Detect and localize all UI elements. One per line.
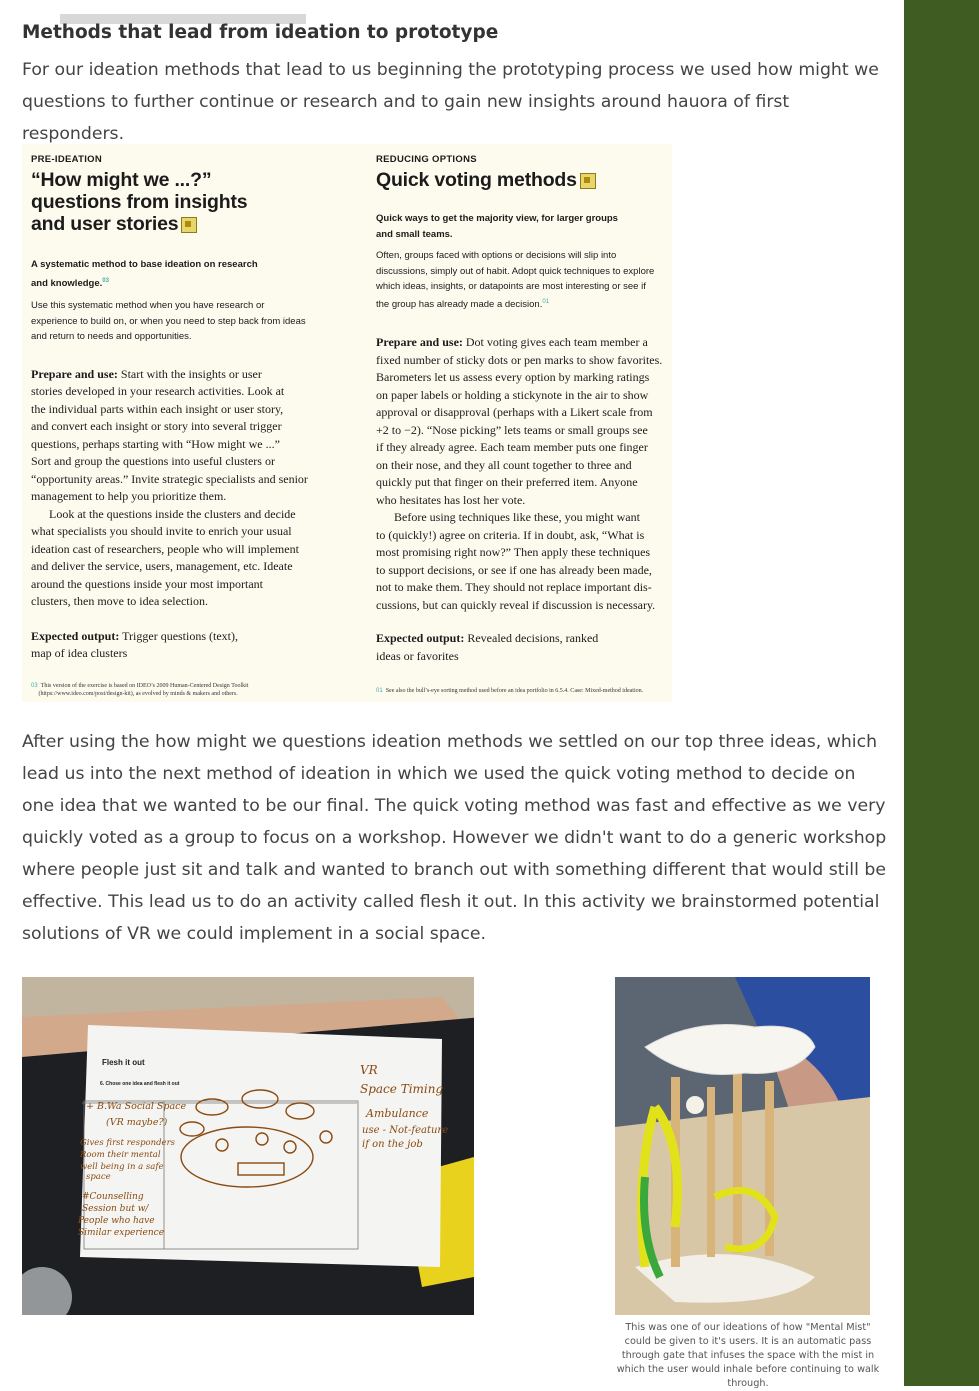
svg-text:6. Chose one idea and flesh it: 6. Chose one idea and flesh it out [100,1081,180,1087]
svg-text:Flesh it out: Flesh it out [102,1058,145,1067]
card-icon [181,217,197,233]
prototype-photo-illustration [615,977,870,1315]
right-footnote: 01 See also the bull’s-eye sorting method used before an idea portfolio in 6.5.4. Case: Mixed-method ideation. [376,688,644,695]
svg-text:#Counselling: #Counselling [82,1192,144,1202]
right-prepare-text: Prepare and use: Dot voting gives each team member a fixed number of sticky dots or pen marks to show favorites. Barometers let us assess every option by marking ratings on paper labels or holding a stickynote in the air to show approval or disapproval (perhaps with a Likert scale from +2 to −2). “Nose picking” lets teams or small groups see if they already agree. Each team member puts one finger on their nose, and they all count together to three and quickly put that finger on their preferred item. Anyone who hesitates has lost her vote. Before using techniques like these, you might want to (quickly!) agree on criteria. If in doubt, ask, “What is most promising right now?” Then apply these techniques to support decisions, or see if one has already been made, not to make them. They should not replace important dis- cussions, but can quickly reveal if discussion is necessary. [376,335,663,612]
svg-text:Gives first responders: Gives first responders [80,1138,176,1148]
svg-text:Space Timing: Space Timing [360,1082,444,1096]
svg-text:Similar experience: Similar experience [78,1228,165,1238]
body-paragraph: After using the how might we questions ideation methods we settled on our top three ideas, which lead us into the next method of ideation in which we used the quick voting method to decide on one idea that we wanted to be our final. The quick voting method was fast and effective as we very quickly voted as a group to focus on a workshop. However we didn't want to do a generic workshop where people just sit and talk and wanted to branch out with something different that would still be effective. This lead us to do an activity called flesh it out. In this activity we brainstormed potential solutions of VR we could implement in a social space. [22,732,887,944]
prototype-caption: This was one of our ideations of how "Mental Mist" could be given to it's users. It is an automatic pass through gate that infuses the space with the mist in which the user would inhale before continuing to walk through. [616,1322,880,1389]
card-left-column [31,154,331,698]
svg-text:(VR maybe?): (VR maybe?) [106,1117,168,1128]
svg-text:Session but w/: Session but w/ [82,1204,149,1214]
card-right-column [376,154,672,695]
left-kicker: PRE-IDEATION [31,154,102,165]
svg-text:space: space [86,1172,111,1182]
svg-text:People who have: People who have [78,1216,155,1226]
left-title: “How might we ...?” questions from insights and user stories [31,169,248,235]
svg-text:if on the job: if on the job [362,1139,423,1150]
right-lead: Quick ways to get the majority view, for larger groups and small teams. [376,213,618,240]
right-title: Quick voting methods [376,169,672,191]
intro-paragraph: For our ideation methods that lead to us beginning the prototyping process we used how might we questions to further continue or research and to gain new insights around hauora of first responders. [22,60,879,144]
card-icon [580,173,596,189]
worksheet-photo [22,977,474,1315]
svg-text:Ambulance: Ambulance [366,1107,429,1120]
svg-text:well being in a safe: well being in a safe [80,1162,164,1172]
svg-text:VR: VR [360,1063,378,1077]
svg-text:Room their mental: Room their mental [80,1150,161,1160]
method-card-image [22,144,672,702]
right-description: Often, groups faced with options or decisions will slip into discussions, simply out of habit. Adopt quick techniques to explore which ideas, insights, or datapoints are most interesting or see if the group has already made a decision.$^{01}$ [376,250,655,310]
left-lead: A systematic method to base ideation on research and knowledge.$^{03}$ [31,259,258,290]
right-kicker: REDUCING OPTIONS [376,154,477,165]
left-prepare-text: Prepare and use: Start with the insights or user stories developed in your research activities. Look at the individual parts within each insight or user story, and convert each insight or story into several trigger questions, perhaps starting with “How might we ...” Sort and group the questions into useful clusters or “opportunity areas.” Invite strategic specialists and senior management to help you prioritize them. Look at the questions inside the clusters and decide what specialists you should invite to enrich your usual ideation cast of researchers, people who will implement and deliver the service, users, management, etc. Ideate around the questions inside your most important clusters, then move to idea selection. [31,366,308,609]
prototype-photo [615,977,870,1315]
left-expected-output: Expected output: Trigger questions (text), map of idea clusters [31,628,239,661]
page-sidebar-band [904,0,979,1386]
left-description: Use this systematic method when you have research or experience to build on, or when you need to step back from ideas and return to needs and opportunities. [31,300,306,343]
left-footnote: 03 This version of the exercise is based on IDEO’s 2009 Human-Centered Design Toolkit (https://www.ideo.com/post/design-kit), as evolved by minds & makers and others. [31,682,249,697]
section-title: Methods that lead from ideation to prototype [22,22,499,43]
worksheet-photo-illustration [22,977,474,1315]
svg-text:use - Not-feature: use - Not-feature [362,1125,449,1136]
right-expected-output: Expected output: Revealed decisions, ranked ideas or favorites [376,631,599,663]
svg-text:+ B.Wa Social Space: + B.Wa Social Space [86,1101,187,1112]
